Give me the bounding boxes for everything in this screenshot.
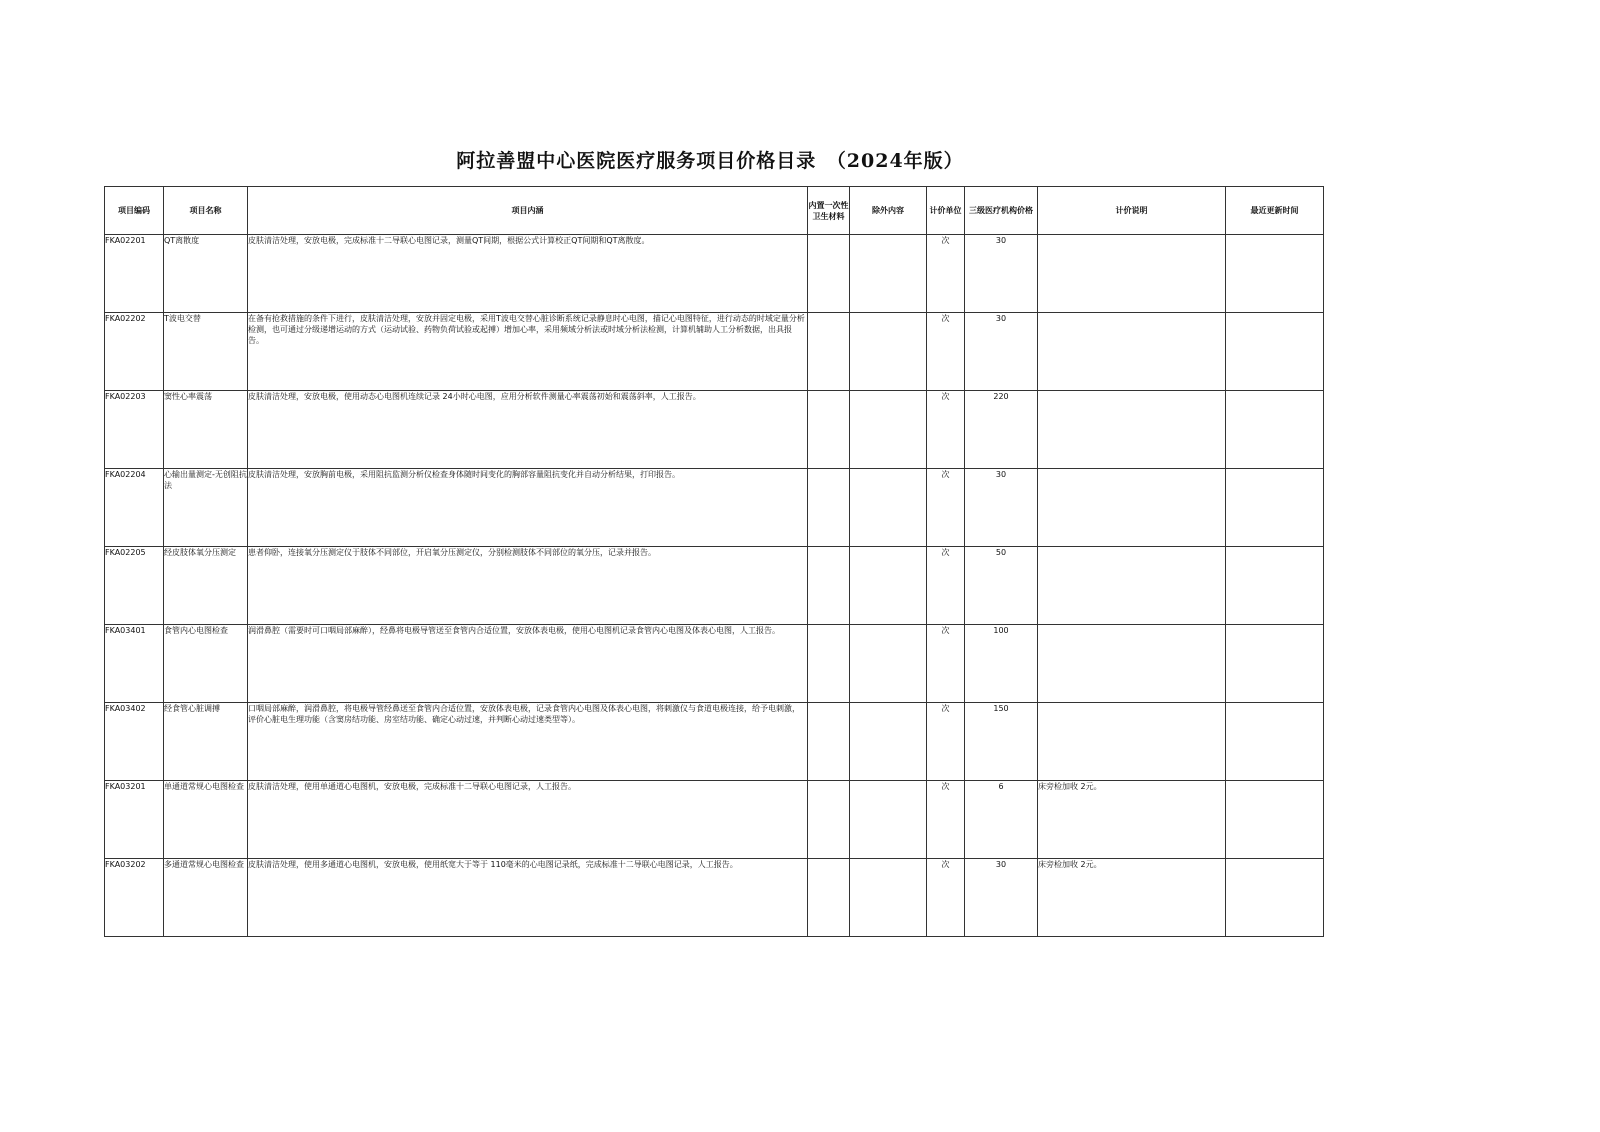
cell-materials bbox=[808, 625, 850, 703]
cell-exclusions bbox=[850, 547, 927, 625]
table-row bbox=[105, 781, 1324, 859]
cell-price: 30 bbox=[965, 313, 1038, 391]
table-header-row bbox=[105, 187, 1324, 235]
cell-exclusions bbox=[850, 703, 927, 781]
cell-content: 皮肤清洁处理，安放电极，使用动态心电图机连续记录 24小时心电图，应用分析软件测量心率震荡初始和震荡斜率，人工报告。 bbox=[248, 391, 808, 469]
cell-code: FKA02202 bbox=[105, 313, 164, 391]
cell-code: FKA02203 bbox=[105, 391, 164, 469]
cell-content: 患者仰卧，连接氧分压测定仪于肢体不同部位，开启氧分压测定仪，分别检测肢体不同部位的氧分压，记录并报告。 bbox=[248, 547, 808, 625]
cell-content: 润滑鼻腔（需要时可口咽局部麻醉），经鼻将电极导管送至食管内合适位置，安放体表电极，使用心电图机记录食管内心电图及体表心电图，人工报告。 bbox=[248, 625, 808, 703]
table-row bbox=[105, 625, 1324, 703]
table-row bbox=[105, 391, 1324, 469]
cell-updated bbox=[1226, 313, 1324, 391]
cell-price: 150 bbox=[965, 703, 1038, 781]
cell-name: 心输出量测定-无创阻抗法 bbox=[164, 469, 248, 547]
cell-name: 经食管心脏调搏 bbox=[164, 703, 248, 781]
cell-updated bbox=[1226, 235, 1324, 313]
cell-price: 30 bbox=[965, 235, 1038, 313]
header-updated: 最近更新时间 bbox=[1226, 187, 1324, 235]
cell-content: 皮肤清洁处理，安放胸前电极，采用阻抗监测分析仪检查身体随时间变化的胸部容量阻抗变化并自动分析结果，打印报告。 bbox=[248, 469, 808, 547]
cell-updated bbox=[1226, 703, 1324, 781]
cell-exclusions bbox=[850, 859, 927, 937]
cell-code: FKA02201 bbox=[105, 235, 164, 313]
cell-code: FKA02204 bbox=[105, 469, 164, 547]
cell-price: 6 bbox=[965, 781, 1038, 859]
cell-notes bbox=[1038, 235, 1226, 313]
cell-name: 窦性心率震荡 bbox=[164, 391, 248, 469]
cell-unit: 次 bbox=[927, 703, 965, 781]
cell-code: FKA03401 bbox=[105, 625, 164, 703]
table-row bbox=[105, 703, 1324, 781]
cell-notes: 床旁检加收 2元。 bbox=[1038, 781, 1226, 859]
cell-materials bbox=[808, 391, 850, 469]
cell-materials bbox=[808, 781, 850, 859]
cell-materials bbox=[808, 469, 850, 547]
page-title: 阿拉善盟中心医院医疗服务项目价格目录 （2024年版） bbox=[456, 150, 964, 172]
table-row bbox=[105, 313, 1324, 391]
cell-materials bbox=[808, 235, 850, 313]
cell-notes bbox=[1038, 469, 1226, 547]
cell-code: FKA02205 bbox=[105, 547, 164, 625]
cell-name: 单通道常规心电图检查 bbox=[164, 781, 248, 859]
cell-notes bbox=[1038, 313, 1226, 391]
cell-code: FKA03202 bbox=[105, 859, 164, 937]
cell-price: 50 bbox=[965, 547, 1038, 625]
cell-unit: 次 bbox=[927, 859, 965, 937]
cell-exclusions bbox=[850, 391, 927, 469]
cell-updated bbox=[1226, 625, 1324, 703]
cell-materials bbox=[808, 547, 850, 625]
cell-name: T波电交替 bbox=[164, 313, 248, 391]
cell-unit: 次 bbox=[927, 235, 965, 313]
cell-materials bbox=[808, 703, 850, 781]
price-catalog-table bbox=[104, 186, 1324, 937]
cell-price: 30 bbox=[965, 469, 1038, 547]
cell-code: FKA03402 bbox=[105, 703, 164, 781]
cell-materials bbox=[808, 859, 850, 937]
cell-name: 经皮肢体氧分压测定 bbox=[164, 547, 248, 625]
cell-exclusions bbox=[850, 235, 927, 313]
cell-materials bbox=[808, 313, 850, 391]
header-exclusions: 除外内容 bbox=[850, 187, 927, 235]
cell-notes bbox=[1038, 625, 1226, 703]
header-content: 项目内涵 bbox=[248, 187, 808, 235]
cell-updated bbox=[1226, 391, 1324, 469]
cell-content: 皮肤清洁处理，使用多通道心电图机，安放电极，使用纸宽大于等于 110毫米的心电图记录纸，完成标准十二导联心电图记录，人工报告。 bbox=[248, 859, 808, 937]
cell-notes bbox=[1038, 703, 1226, 781]
cell-content: 口咽局部麻醉，润滑鼻腔，将电极导管经鼻送至食管内合适位置，安放体表电极，记录食管内心电图及体表心电图，将刺激仪与食道电极连接，给予电刺激，评价心脏电生理功能（含窦房结功能、房室结功能、确定心动过速，并判断心动过速类型等）。 bbox=[248, 703, 808, 781]
cell-notes bbox=[1038, 547, 1226, 625]
cell-name: QT离散度 bbox=[164, 235, 248, 313]
cell-content: 皮肤清洁处理，使用单通道心电图机，安放电极，完成标准十二导联心电图记录，人工报告。 bbox=[248, 781, 808, 859]
cell-unit: 次 bbox=[927, 547, 965, 625]
header-code: 项目编码 bbox=[105, 187, 164, 235]
cell-code: FKA03201 bbox=[105, 781, 164, 859]
header-notes: 计价说明 bbox=[1038, 187, 1226, 235]
cell-exclusions bbox=[850, 313, 927, 391]
table-row bbox=[105, 469, 1324, 547]
cell-unit: 次 bbox=[927, 625, 965, 703]
cell-unit: 次 bbox=[927, 469, 965, 547]
header-price: 三级医疗机构价格 bbox=[965, 187, 1038, 235]
cell-price: 220 bbox=[965, 391, 1038, 469]
table-row bbox=[105, 235, 1324, 313]
cell-notes: 床旁检加收 2元。 bbox=[1038, 859, 1226, 937]
cell-unit: 次 bbox=[927, 781, 965, 859]
cell-notes bbox=[1038, 391, 1226, 469]
header-unit: 计价单位 bbox=[927, 187, 965, 235]
cell-price: 30 bbox=[965, 859, 1038, 937]
cell-content: 在备有抢救措施的条件下进行，皮肤清洁处理，安放并固定电极，采用T波电交替心脏诊断系统记录静息时心电图，描记心电图特征，进行动态的时域定量分析检测，也可通过分级递增运动的方式（运动试验、药物负荷试验或起搏）增加心率，采用频域分析法或时域分析法检测，计算机辅助人工分析数据，出具报告。 bbox=[248, 313, 808, 391]
cell-unit: 次 bbox=[927, 391, 965, 469]
cell-name: 多通道常规心电图检查 bbox=[164, 859, 248, 937]
cell-exclusions bbox=[850, 469, 927, 547]
cell-exclusions bbox=[850, 781, 927, 859]
cell-name: 食管内心电图检查 bbox=[164, 625, 248, 703]
cell-unit: 次 bbox=[927, 313, 965, 391]
cell-content: 皮肤清洁处理，安放电极，完成标准十二导联心电图记录，测量QT间期，根据公式计算校正QT间期和QT离散度。 bbox=[248, 235, 808, 313]
cell-updated bbox=[1226, 547, 1324, 625]
cell-updated bbox=[1226, 781, 1324, 859]
header-materials: 内置一次性卫生材料 bbox=[808, 187, 850, 235]
cell-exclusions bbox=[850, 625, 927, 703]
table-row bbox=[105, 547, 1324, 625]
header-name: 项目名称 bbox=[164, 187, 248, 235]
cell-updated bbox=[1226, 859, 1324, 937]
cell-price: 100 bbox=[965, 625, 1038, 703]
table-row bbox=[105, 859, 1324, 937]
cell-updated bbox=[1226, 469, 1324, 547]
